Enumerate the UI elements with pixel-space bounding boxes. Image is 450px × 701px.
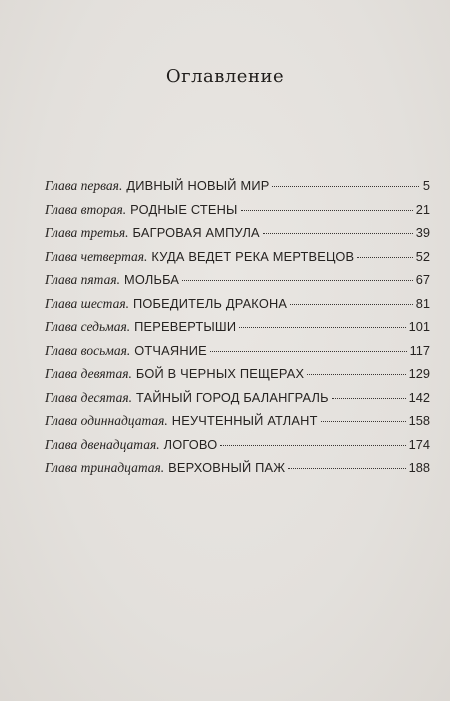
dot-leader: [332, 398, 406, 399]
page-number: 174: [408, 436, 430, 452]
chapter-title: ПЕРЕВЕРТЫШИ: [134, 319, 237, 334]
chapter-title: МОЛЬБА: [124, 272, 180, 287]
chapter-label: Глава одиннадцатая.: [45, 413, 168, 428]
dot-leader: [182, 280, 413, 281]
dot-leader: [220, 445, 405, 446]
page-title: Оглавление: [165, 66, 285, 87]
chapter-label: Глава шестая.: [45, 295, 129, 311]
chapter-label: Глава девятая.: [45, 366, 132, 381]
chapter-title: НЕУЧТЕННЫЙ АТЛАНТ: [171, 413, 318, 428]
page-number: 5: [422, 178, 430, 193]
chapter-title: ЛОГОВО: [163, 436, 218, 452]
toc-entry: [45, 245, 430, 269]
chapter-title: КУДА ВЕДЕТ РЕКА МЕРТВЕЦОВ: [151, 248, 355, 264]
table-of-contents: [45, 174, 430, 480]
dot-leader: [272, 186, 419, 187]
page-number: 52: [415, 248, 430, 264]
chapter-title: БАГРОВАЯ АМПУЛА: [132, 225, 260, 240]
dot-leader: [290, 304, 413, 305]
toc-entry: [45, 268, 430, 292]
dot-leader: [210, 351, 407, 352]
dot-leader: [239, 327, 405, 328]
toc-entry: [45, 339, 430, 363]
dot-leader: [241, 210, 413, 211]
chapter-label: Глава тринадцатая.: [45, 460, 165, 475]
toc-entry: [45, 221, 430, 245]
page-number: 142: [408, 389, 430, 405]
chapter-label: Глава третья.: [45, 225, 129, 240]
dot-leader: [288, 468, 405, 469]
chapter-label: Глава двенадцатая.: [45, 436, 160, 452]
toc-entry: [45, 292, 430, 316]
chapter-title: ВЕРХОВНЫЙ ПАЖ: [168, 460, 286, 475]
toc-entry: [45, 315, 430, 339]
chapter-label: Глава десятая.: [45, 389, 133, 405]
chapter-label: Глава вторая.: [45, 201, 127, 217]
page-number: 158: [408, 413, 430, 428]
page-number: 21: [415, 201, 430, 217]
toc-entry: [45, 433, 430, 457]
chapter-title: БОЙ В ЧЕРНЫХ ПЕЩЕРАХ: [135, 366, 305, 381]
toc-entry: [45, 362, 430, 386]
chapter-label: Глава пятая.: [45, 272, 120, 287]
page-number: 188: [408, 460, 430, 475]
chapter-label: Глава восьмая.: [45, 342, 131, 358]
dot-leader: [321, 421, 406, 422]
chapter-label: Глава первая.: [45, 178, 123, 193]
dot-leader: [357, 257, 412, 258]
page-number: 81: [415, 295, 430, 311]
toc-entry: [45, 174, 430, 198]
page-number: 67: [415, 272, 430, 287]
dot-leader: [307, 374, 405, 375]
dot-leader: [263, 233, 413, 234]
chapter-title: ТАЙНЫЙ ГОРОД БАЛАНГРАЛЬ: [136, 389, 329, 405]
toc-entry: [45, 198, 430, 222]
chapter-title: ПОБЕДИТЕЛЬ ДРАКОНА: [132, 295, 288, 311]
chapter-label: Глава четвертая.: [45, 248, 148, 264]
page-number: 117: [409, 342, 430, 358]
chapter-label: Глава седьмая.: [45, 319, 131, 334]
chapter-title: ДИВНЫЙ НОВЫЙ МИР: [126, 178, 270, 193]
toc-entry: [45, 409, 430, 433]
chapter-title: ОТЧАЯНИЕ: [134, 342, 207, 358]
toc-entry: [45, 386, 430, 410]
toc-entry: [45, 456, 430, 480]
page-number: 101: [408, 319, 430, 334]
chapter-title: РОДНЫЕ СТЕНЫ: [130, 201, 238, 217]
page-number: 129: [408, 366, 430, 381]
page-number: 39: [415, 225, 430, 240]
